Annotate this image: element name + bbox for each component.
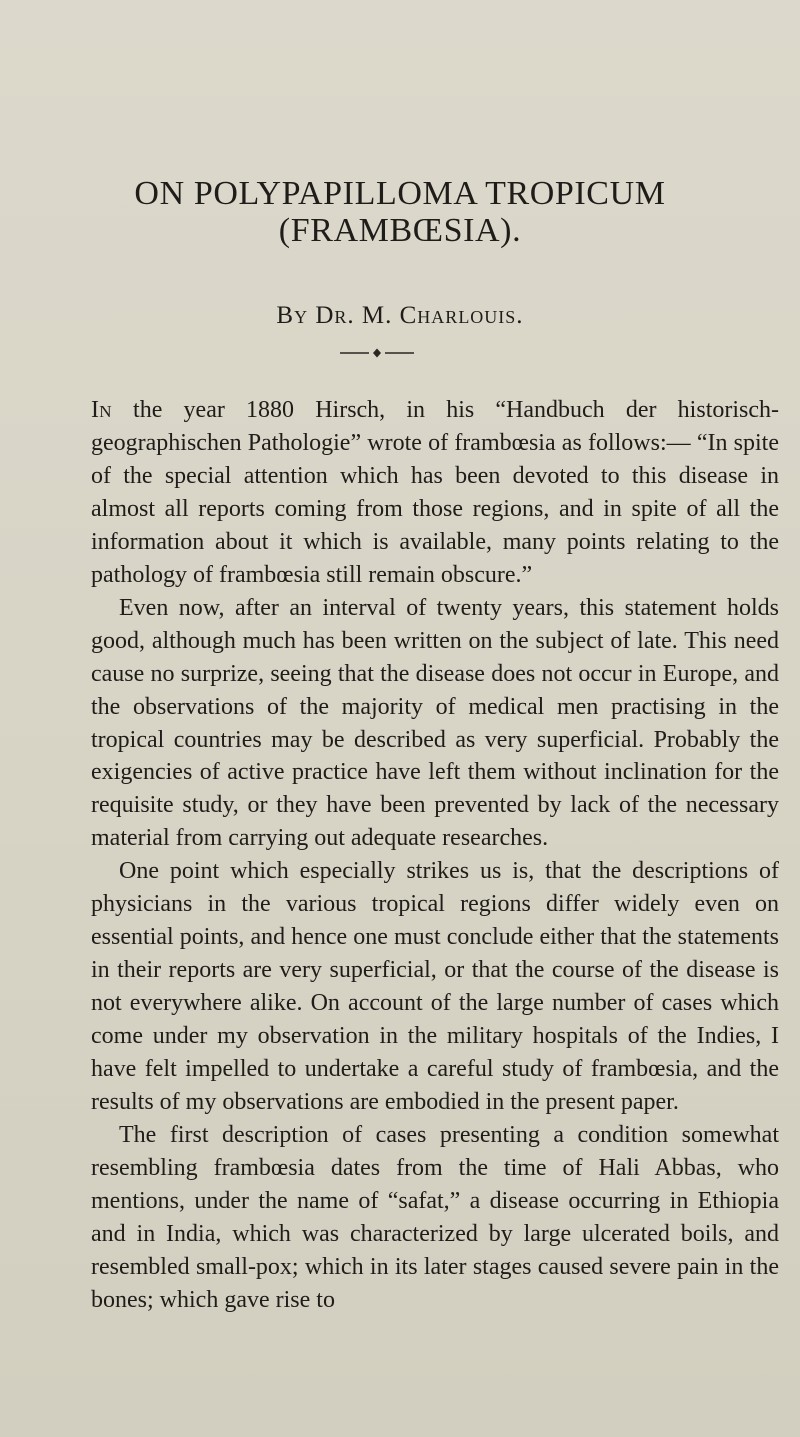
diamond-rule-icon [340,347,414,359]
paragraph-2: Even now, after an interval of twenty years, this statement holds good, although much has been written on the subject of late. This need cause no surprize, seeing that the disease does not occur in Europe, and the observations of the majority of medical men practising in the tropical countries may be described as very superficial. Probably the exigencies of active practice have left them without inclination for the requisite study, or they have been prevented by lack of the necessary material from carrying out adequate researches. [91,594,779,852]
author-byline: By Dr. M. Charlouis. [276,302,524,329]
title-line-1: ON POLYPAPILLOMA TROPICUM [134,175,666,212]
article-title [0,176,800,249]
title-line-2: (FRAMBŒSIA). [278,212,522,249]
paragraph-3: One point which especially strikes us is, that the descriptions of physicians in the various tropical regions differ widely even on essential points, and hence one must conclude either that the statements in their reports are very superficial, or that the course of the disease is not everywhere alike. On account of the large number of cases which come under my observation in the military hospitals of the Indies, I have felt impelled to undertake a careful study of frambœsia, and the results of my observations are embodied in the present paper. [91,858,779,1116]
article-body [91,394,779,1317]
paragraph-lead: In [91,397,112,423]
paragraph-1 [91,394,779,592]
paragraph-text: the year 1880 Hirsch, in his “Handbuch der historisch-geographischen Pathologie” wrote of frambœsia as follows:— “In spite of the special attention which has been devoted to this disease in almost all reports coming from those regions, and in spite of all the information about it which is available, many points relating to the pathology of frambœsia still remain obscure.” [91,397,779,588]
paragraph-4: The first description of cases presenting a condition somewhat resembling frambœsia dates from the time of Hali Abbas, who mentions, under the name of “safat,” a disease occurring in Ethiopia and in India, which was characterized by large ulcerated boils, and resembled small-pox; which in its later stages caused severe pain in the bones; which gave rise to [91,1121,779,1313]
